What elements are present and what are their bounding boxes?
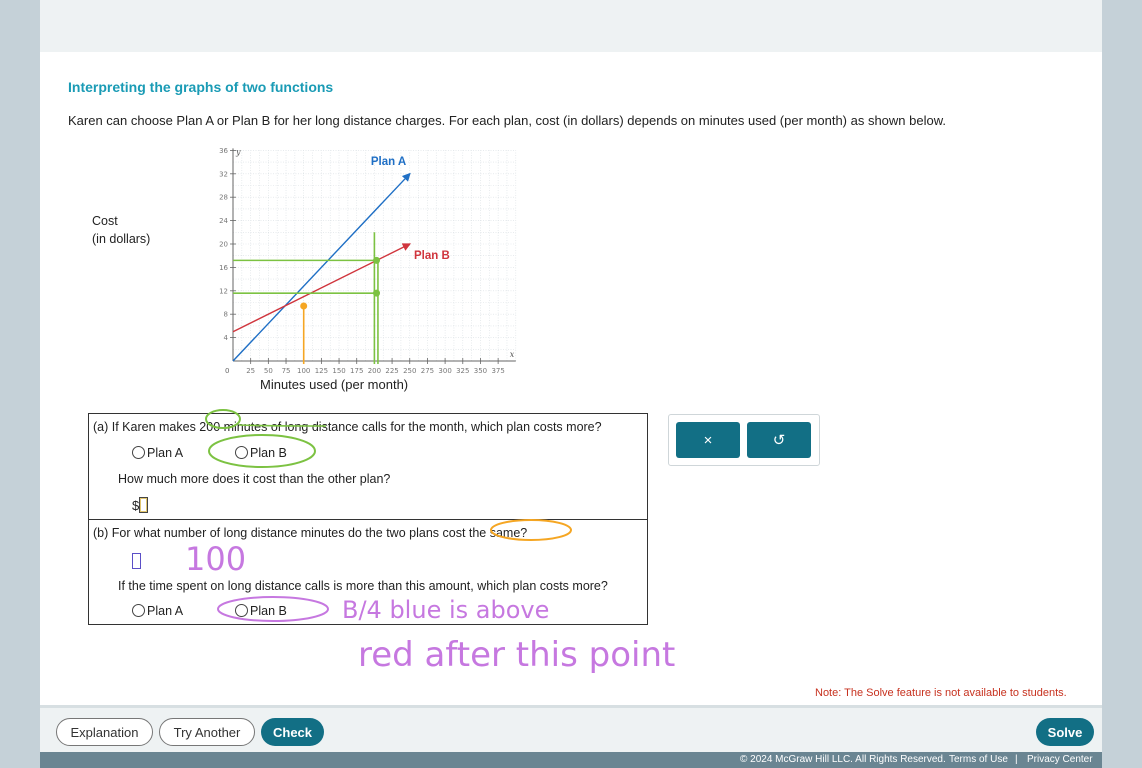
problem-intro: Karen can choose Plan A or Plan B for her long distance charges. For each plan, cost (in dollars) depends on minutes used (per month) as shown below. [68, 113, 947, 128]
option-label: Plan A [147, 604, 184, 618]
handwritten-note-line2: red after this point [358, 635, 676, 675]
handwritten-note-line1: B/4 blue is above [342, 596, 550, 624]
origin-label: 0 [225, 367, 230, 375]
bottom-toolbar [40, 705, 1102, 755]
x-tick-label: 300 [438, 367, 452, 375]
question-a-followup: How much more does it cost than the other plan? [118, 472, 391, 486]
x-tick-label: 150 [332, 367, 346, 375]
question-b-answer [132, 553, 141, 569]
y-axis-label-line2: (in dollars) [92, 232, 151, 246]
x-tick-label: 200 [367, 367, 382, 375]
x-tick-label: 100 [297, 367, 311, 375]
question-b-option-plan-a[interactable] [132, 604, 183, 618]
x-tick-label: 25 [246, 367, 256, 375]
radio-plan-a[interactable] [132, 446, 145, 459]
y-tick-label: 28 [219, 193, 228, 202]
question-a-option-plan-b[interactable] [235, 446, 287, 460]
x-tick-label: 225 [385, 367, 399, 375]
question-a-option-plan-a[interactable] [132, 446, 183, 460]
highlight-point [373, 257, 380, 264]
question-b-followup: If the time spent on long distance calls is more than this amount, which plan costs more? [118, 579, 608, 593]
x-axis-letter: x [509, 350, 515, 359]
y-axis-letter: y [236, 147, 241, 157]
solve-note: Note: The Solve feature is not available to students. [815, 687, 1067, 699]
solve-button[interactable]: Solve [1036, 718, 1094, 746]
explanation-button[interactable]: Explanation [56, 718, 153, 746]
question-box [88, 413, 648, 625]
close-icon: × [703, 431, 713, 449]
x-tick-label: 175 [350, 367, 364, 375]
minutes-input[interactable] [132, 553, 141, 569]
x-tick-label: 275 [420, 367, 435, 375]
option-label: Plan B [250, 604, 287, 618]
question-a-prompt: (a) If Karen makes 200 minutes of long distance calls for the month, which plan costs more? [93, 420, 602, 434]
radio-plan-b[interactable] [235, 446, 248, 459]
currency-symbol: $ [132, 498, 140, 513]
x-tick-label: 125 [314, 367, 329, 375]
handwritten-answer-100: 100 [185, 540, 247, 578]
option-label: Plan A [147, 446, 184, 460]
plan-b-label: Plan B [413, 250, 450, 263]
question-a [89, 414, 647, 520]
check-button[interactable]: Check [261, 718, 324, 746]
x-tick-label: 350 [473, 367, 488, 375]
option-label: Plan B [250, 446, 287, 460]
y-axis-label [92, 212, 150, 248]
y-tick-label: 12 [219, 287, 228, 296]
radio-plan-a[interactable] [132, 604, 145, 617]
radio-plan-b[interactable] [235, 604, 248, 617]
terms-link[interactable]: Terms of Use [949, 754, 1008, 765]
highlight-point [373, 290, 380, 297]
y-tick-label: 24 [219, 217, 228, 226]
y-tick-label: 8 [223, 310, 228, 319]
problem-title: Interpreting the graphs of two functions [68, 79, 334, 95]
footer [40, 752, 1102, 768]
y-tick-label: 32 [219, 170, 228, 179]
y-axis-label-line1: Cost [92, 214, 118, 228]
y-tick-label: 20 [219, 240, 228, 249]
y-tick-label: 36 [219, 146, 228, 155]
try-another-button[interactable]: Try Another [159, 718, 255, 746]
plan-a-label: Plan A [370, 156, 407, 169]
x-tick-label: 75 [281, 367, 291, 375]
cost-difference-input[interactable] [139, 497, 148, 513]
graph-lines [233, 156, 450, 361]
question-b-option-plan-b[interactable] [235, 604, 287, 618]
x-tick-label: 325 [456, 367, 470, 375]
y-tick-label: 16 [219, 263, 228, 272]
answer-tools-panel [668, 414, 820, 466]
x-axis-label: Minutes used (per month) [260, 377, 409, 392]
footer-separator: | [1015, 754, 1018, 765]
y-tick-label: 4 [223, 334, 228, 343]
privacy-link[interactable]: Privacy Center [1027, 754, 1093, 765]
undo-icon: ↺ [772, 432, 786, 449]
copyright: © 2024 McGraw Hill LLC. All Rights Reserved. [740, 754, 946, 765]
clear-button[interactable] [676, 422, 740, 458]
intersection-point [300, 303, 307, 310]
question-b-prompt: (b) For what number of long distance minutes do the two plans cost the same? [93, 526, 528, 540]
cost-graph [175, 142, 535, 377]
undo-button[interactable] [747, 422, 811, 458]
page-frame [40, 0, 1102, 768]
question-a-answer [132, 497, 148, 513]
x-tick-label: 250 [403, 367, 417, 375]
graph-highlights [233, 232, 380, 364]
question-b [89, 520, 647, 624]
x-tick-label: 50 [263, 367, 273, 375]
x-tick-label: 375 [491, 367, 505, 375]
top-band [40, 0, 1102, 52]
